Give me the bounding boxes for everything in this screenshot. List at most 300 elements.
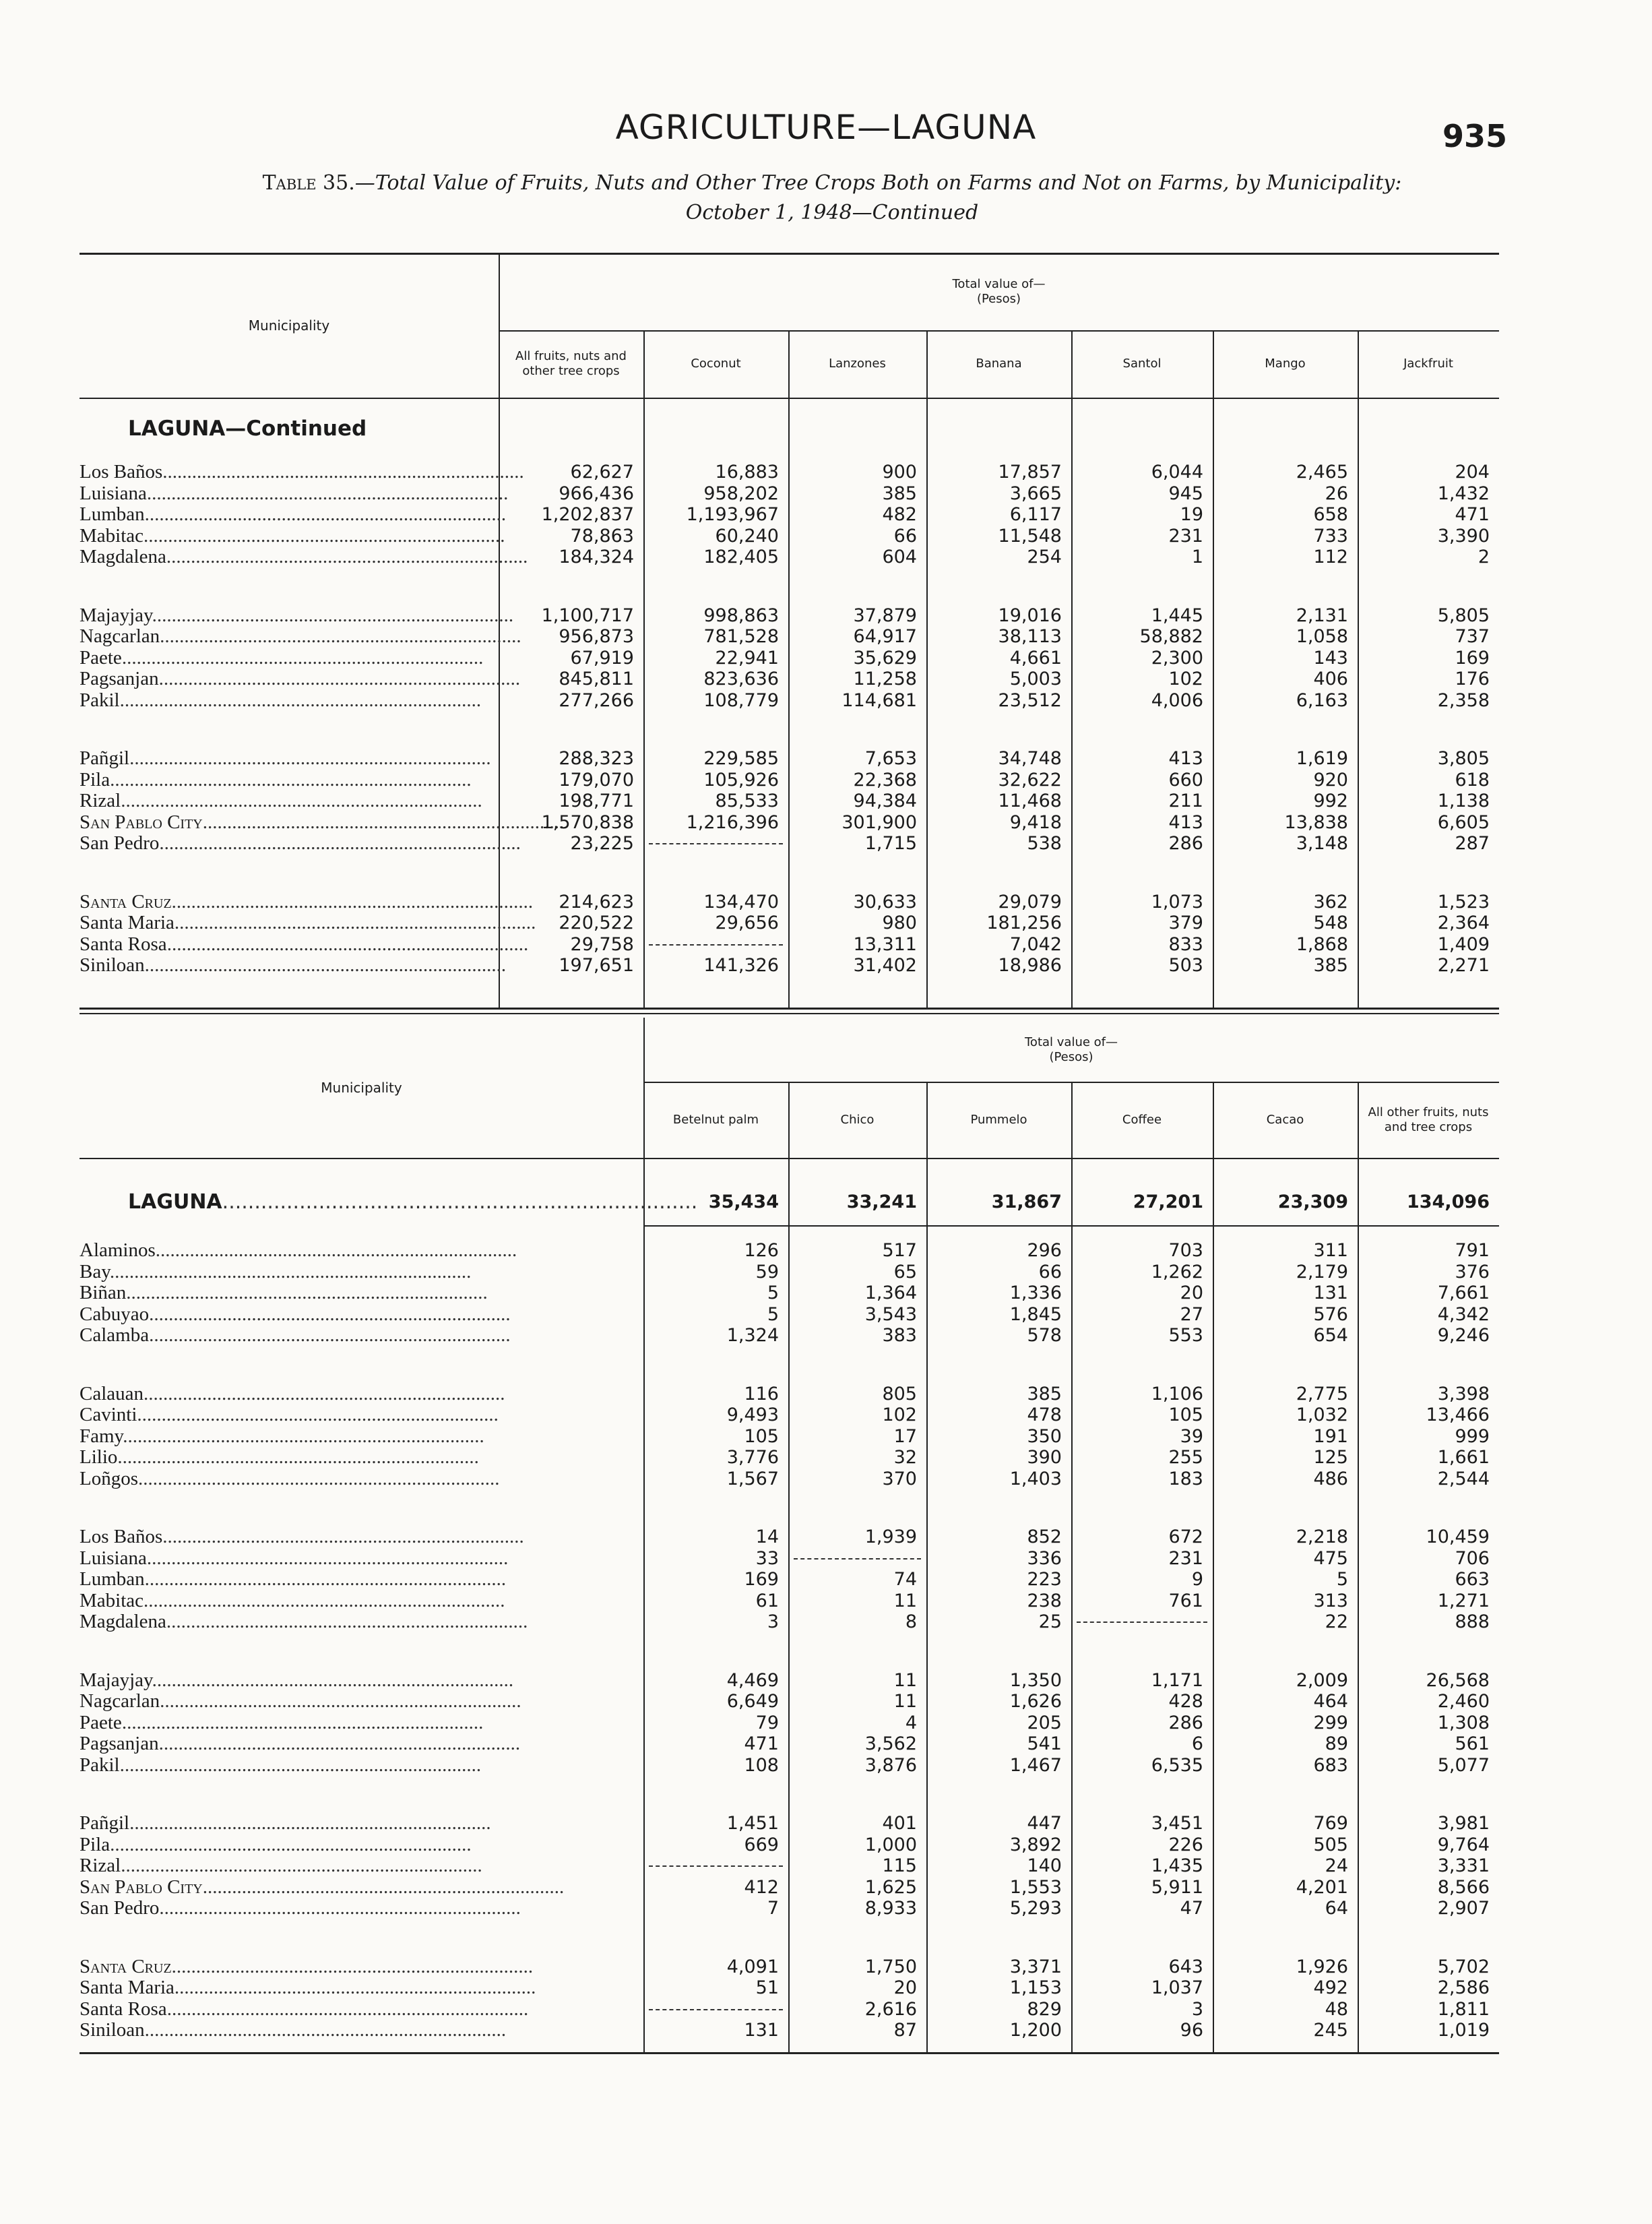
value-cell: 18,986 — [998, 955, 1062, 976]
value-cell: 66 — [1038, 1261, 1062, 1283]
leader-dots: .......................................................................... — [119, 1754, 482, 1776]
value-cell: 59 — [755, 1261, 779, 1283]
municipality-label: Santa Maria — [80, 1977, 174, 1998]
value-cell: 27 — [1180, 1303, 1203, 1325]
value-cell: 1,661 — [1437, 1447, 1490, 1468]
value-cell: 966,436 — [559, 483, 634, 504]
value-cell: 999 — [1455, 1425, 1490, 1447]
value-cell: 6,649 — [726, 1691, 779, 1712]
value-cell: 5,702 — [1437, 1956, 1490, 1977]
table-row — [0, 504, 1652, 525]
table-row — [0, 892, 1652, 913]
table-row — [0, 1977, 1652, 1998]
value-cell: 287 — [1455, 833, 1490, 854]
value-cell: 412 — [744, 1876, 779, 1898]
value-cell: 96 — [1180, 2020, 1203, 2041]
value-cell: 37,879 — [853, 605, 917, 626]
municipality-name — [80, 1712, 638, 1733]
municipality-label: Santa Rosa — [80, 1998, 167, 2020]
value-cell: 105 — [1168, 1404, 1203, 1425]
leader-dots: .......................................................................... — [146, 1547, 509, 1569]
value-cell: 852 — [1027, 1526, 1062, 1547]
value-cell: 482 — [882, 504, 917, 525]
municipality-name — [80, 1956, 638, 1977]
value-cell: 1,100,717 — [541, 605, 634, 626]
municipality-label: Mabitac — [80, 524, 144, 547]
table-row — [0, 1999, 1652, 2020]
value-cell: 11,548 — [998, 525, 1062, 547]
value-cell: 1,000 — [864, 1834, 917, 1855]
value-cell: 1,467 — [1009, 1754, 1062, 1776]
table-row — [0, 1469, 1652, 1489]
value-cell: 618 — [1455, 769, 1490, 791]
value-cell: 6 — [1191, 1733, 1203, 1754]
municipality-label: Luisiana — [80, 482, 147, 504]
value-cell: 277,266 — [559, 689, 634, 711]
table2-stub-head: Municipality — [321, 1080, 402, 1096]
value-cell: 35,629 — [853, 647, 917, 669]
value-cell: 205 — [1027, 1712, 1062, 1733]
value-cell: 78,863 — [570, 525, 634, 547]
value-cell: 505 — [1313, 1834, 1348, 1855]
table-row — [0, 1426, 1652, 1447]
value-cell: 1,868 — [1296, 933, 1348, 955]
value-cell: 5,077 — [1437, 1754, 1490, 1776]
value-cell: 920 — [1313, 769, 1348, 791]
value-cell: 9 — [1191, 1569, 1203, 1590]
value-cell: 30,633 — [853, 891, 917, 913]
municipality-label: Nagcarlan — [80, 1690, 160, 1712]
value-cell: 471 — [744, 1733, 779, 1754]
table-total-row — [0, 1192, 1652, 1212]
value-cell: 1,058 — [1296, 626, 1348, 647]
leader-dots: .......................................................................... — [166, 933, 529, 955]
value-cell: 1,032 — [1296, 1404, 1348, 1425]
value-cell: 1,262 — [1151, 1261, 1203, 1283]
table-row — [0, 1877, 1652, 1898]
leader-dots: .......................................................................... — [144, 1568, 507, 1590]
value-cell: 660 — [1168, 769, 1203, 791]
value-cell: 11 — [893, 1669, 917, 1691]
value-cell: 66 — [893, 525, 917, 547]
value-cell: 1,750 — [864, 1956, 917, 1977]
value-cell: 1,037 — [1151, 1977, 1203, 1998]
value-cell: 385 — [882, 483, 917, 504]
value-cell: 486 — [1313, 1468, 1348, 1489]
leader-dots: .......................................................................... — [171, 890, 534, 913]
value-cell: 20 — [893, 1977, 917, 1998]
value-cell: 791 — [1455, 1240, 1490, 1261]
table-row — [0, 626, 1652, 647]
value-cell: 2,364 — [1437, 913, 1490, 933]
leader-dots: .......................................................................... — [174, 912, 536, 933]
municipality-name — [80, 811, 565, 833]
municipality-label: Majayjay — [80, 1669, 152, 1691]
value-cell: 1,138 — [1437, 791, 1490, 811]
municipality-name — [80, 1611, 638, 1632]
value-cell: 604 — [882, 547, 917, 567]
value-cell: 578 — [1027, 1325, 1062, 1346]
municipality-label: Famy — [80, 1425, 123, 1447]
value-cell: 8,933 — [864, 1898, 917, 1919]
value-cell: 2,009 — [1296, 1669, 1348, 1691]
table2-spanner-unit: (Pesos) — [1049, 1049, 1093, 1064]
value-cell: 214,623 — [559, 891, 634, 913]
table2-spanner — [643, 1018, 1499, 1082]
value-cell: 1,570,838 — [541, 811, 634, 833]
value-cell: 492 — [1313, 1977, 1348, 1998]
value-cell: 553 — [1168, 1325, 1203, 1346]
value-cell: 20 — [1180, 1283, 1203, 1303]
value-cell: 231 — [1168, 525, 1203, 547]
municipality-label: Loñgos — [80, 1467, 138, 1489]
value-cell: 737 — [1455, 626, 1490, 647]
municipality-name — [80, 791, 493, 811]
value-cell: 385 — [1027, 1383, 1062, 1404]
page-number: 935 — [1442, 118, 1507, 154]
value-cell: 9,764 — [1437, 1834, 1490, 1855]
value-cell: 126 — [744, 1240, 779, 1261]
table-row — [0, 1590, 1652, 1611]
leader-dots: .......................................................................... — [121, 646, 484, 669]
municipality-label: San Pablo City — [80, 811, 203, 833]
value-cell: 29,656 — [715, 913, 779, 933]
value-cell: 296 — [1027, 1240, 1062, 1261]
value-cell: 1,019 — [1437, 2020, 1490, 2041]
value-cell: 478 — [1027, 1404, 1062, 1425]
municipality-name — [80, 2020, 638, 2041]
table-row — [0, 1283, 1652, 1303]
value-cell: 311 — [1313, 1240, 1348, 1261]
value-cell: 385 — [1313, 955, 1348, 976]
value-cell: 548 — [1313, 913, 1348, 933]
value-cell: 108 — [744, 1754, 779, 1776]
municipality-name — [80, 1670, 638, 1691]
table-row — [0, 1384, 1652, 1404]
value-cell: 39 — [1180, 1425, 1203, 1447]
value-cell: 33 — [755, 1547, 779, 1569]
leader-dots: .......................................................................... — [121, 1855, 482, 1876]
value-cell: 1,171 — [1151, 1669, 1203, 1691]
value-cell: 2,300 — [1151, 647, 1203, 669]
value-cell: 3,148 — [1296, 833, 1348, 854]
value-cell: 85,533 — [715, 791, 779, 811]
municipality-label: Luisiana — [80, 1547, 147, 1569]
value-cell: 6,163 — [1296, 689, 1348, 711]
value-cell: 1,626 — [1009, 1691, 1062, 1712]
value-cell: 1,153 — [1009, 1977, 1062, 1998]
leader-dots: .......................................................................... — [126, 1282, 488, 1303]
municipality-label: San Pedro — [80, 1897, 160, 1919]
table-row — [0, 1670, 1652, 1691]
table-row — [0, 690, 1652, 711]
value-cell: 1,073 — [1151, 891, 1203, 913]
value-cell: 428 — [1168, 1691, 1203, 1712]
value-cell: 845,811 — [559, 669, 634, 689]
value-cell: 22,368 — [853, 769, 917, 791]
value-cell: 2,544 — [1437, 1468, 1490, 1489]
value-cell: 541 — [1027, 1733, 1062, 1754]
leader-dots: .......................................................................... — [129, 1812, 491, 1834]
value-cell: 1,619 — [1296, 748, 1348, 769]
leader-dots: .......................................................................... — [117, 1446, 479, 1468]
value-cell: 22,941 — [715, 647, 779, 669]
value-cell: 1,202,837 — [541, 504, 634, 525]
leader-dots: .......................................................................... — [166, 1998, 529, 2020]
value-cell: 401 — [882, 1813, 917, 1834]
value-cell: 1,435 — [1151, 1855, 1203, 1876]
table-row — [0, 1733, 1652, 1754]
municipality-label: Calauan — [80, 1382, 144, 1404]
value-cell: 11 — [893, 1590, 917, 1611]
value-cell: 769 — [1313, 1813, 1348, 1834]
leader-dots: .......................................................................... — [159, 832, 521, 854]
leader-dots: .......................................................................... — [121, 790, 482, 811]
value-cell: 1,193,967 — [686, 504, 779, 525]
leader-dots: .......................................................................... — [121, 1711, 484, 1733]
municipality-name — [80, 461, 524, 483]
municipality-name — [80, 1691, 638, 1712]
municipality-name — [80, 482, 509, 504]
value-cell: 9,493 — [726, 1404, 779, 1425]
value-cell: 992 — [1313, 791, 1348, 811]
value-cell: 35,434 — [708, 1192, 779, 1212]
table-row — [0, 1447, 1652, 1468]
value-cell: 231 — [1168, 1547, 1203, 1569]
value-cell: 5,293 — [1009, 1898, 1062, 1919]
running-head: AGRICULTURE—LAGUNA — [615, 108, 1037, 147]
value-cell: 181,256 — [986, 913, 1062, 933]
table2-column-header: Pummelo — [970, 1112, 1027, 1127]
municipality-name — [80, 1813, 638, 1834]
value-cell: 706 — [1455, 1547, 1490, 1569]
leader-dots: .......................................................................... — [222, 1190, 698, 1214]
municipality-name — [80, 1404, 638, 1425]
value-cell: 32,622 — [998, 769, 1062, 791]
value-cell: 13,838 — [1284, 811, 1348, 833]
value-cell: 1,926 — [1296, 1956, 1348, 1977]
table1-column-header: Lanzones — [829, 357, 886, 371]
value-cell: 464 — [1313, 1691, 1348, 1712]
municipality-label: Siniloan — [80, 954, 145, 976]
table-caption — [108, 168, 1556, 228]
value-cell: 23,225 — [570, 833, 634, 854]
table1-column-header: Jackfruit — [1403, 357, 1453, 371]
value-cell: 33,241 — [846, 1192, 917, 1212]
value-cell: 1,845 — [1009, 1303, 1062, 1325]
value-cell: 1,271 — [1437, 1590, 1490, 1611]
value-cell: 169 — [744, 1569, 779, 1590]
value-cell: 169 — [1455, 647, 1490, 669]
value-cell: 3,451 — [1151, 1813, 1203, 1834]
municipality-label: Pañgil — [80, 1812, 130, 1834]
value-cell: 11,468 — [998, 791, 1062, 811]
leader-dots: .......................................................................... — [158, 668, 521, 689]
value-cell: 116 — [744, 1383, 779, 1404]
table2-total-rule — [643, 1225, 1499, 1227]
value-cell: 191 — [1313, 1425, 1348, 1447]
value-cell: 4 — [905, 1712, 917, 1733]
value-cell: 3,876 — [864, 1754, 917, 1776]
value-cell: 6,605 — [1437, 811, 1490, 833]
value-cell: 108,779 — [703, 689, 779, 711]
value-cell: 17 — [893, 1425, 917, 1447]
caption-label: Table 35. — [262, 171, 355, 195]
table-row — [0, 605, 1652, 626]
municipality-label: Nagcarlan — [80, 625, 160, 647]
value-cell: 5 — [767, 1283, 779, 1303]
table1-column-header: All fruits, nuts and other tree crops — [515, 349, 627, 378]
leader-dots: .......................................................................... — [171, 1955, 534, 1977]
value-cell: 888 — [1455, 1611, 1490, 1632]
value-cell: 2,465 — [1296, 462, 1348, 483]
municipality-name — [128, 1190, 698, 1214]
value-cell: 829 — [1027, 1998, 1062, 2020]
value-cell: 6,117 — [1009, 504, 1062, 525]
municipality-name — [80, 524, 505, 547]
leader-dots: .......................................................................... — [129, 747, 491, 769]
value-cell: 5 — [1336, 1569, 1348, 1590]
value-cell: 2,179 — [1296, 1261, 1348, 1283]
value-cell: 61 — [755, 1590, 779, 1611]
value-cell: 3,390 — [1437, 525, 1490, 547]
table-row — [0, 748, 1652, 769]
leader-dots: .......................................................................... — [158, 1733, 521, 1754]
leader-dots: .......................................................................... — [149, 1303, 511, 1325]
table-row — [0, 1548, 1652, 1569]
table-row — [0, 955, 1652, 976]
value-cell: 16,883 — [715, 462, 779, 483]
value-cell: 5,911 — [1151, 1876, 1203, 1898]
value-cell: 211 — [1168, 791, 1203, 811]
value-cell: 7,661 — [1437, 1283, 1490, 1303]
value-cell: 336 — [1027, 1547, 1062, 1569]
value-cell: 62,627 — [570, 462, 634, 483]
table2-column-header: All other fruits, nuts and tree crops — [1368, 1105, 1489, 1134]
table1-section-label: LAGUNA—Continued — [128, 416, 367, 441]
table-row — [0, 2020, 1652, 2041]
value-cell: 413 — [1168, 811, 1203, 833]
leader-dots: .......................................................................... — [144, 1382, 505, 1404]
leader-dots: .......................................................................... — [159, 1897, 521, 1919]
value-cell: 48 — [1325, 1998, 1348, 2020]
value-cell: 1,432 — [1437, 483, 1490, 504]
value-cell: 176 — [1455, 669, 1490, 689]
value-cell: 3,331 — [1437, 1855, 1490, 1876]
value-cell: 3,543 — [864, 1303, 917, 1325]
leader-dots: .......................................................................... — [174, 1977, 536, 1998]
value-cell: 31,867 — [991, 1192, 1062, 1212]
value-cell: 254 — [1027, 547, 1062, 567]
value-cell: 362 — [1313, 891, 1348, 913]
table-row — [0, 1240, 1652, 1261]
municipality-name — [80, 933, 529, 955]
value-cell: 2,358 — [1437, 689, 1490, 711]
table-row — [0, 1855, 1652, 1876]
municipality-name — [80, 890, 534, 913]
value-cell: 2,271 — [1437, 955, 1490, 976]
value-cell: 198,771 — [559, 791, 634, 811]
table-row — [0, 934, 1652, 955]
value-cell: 38,113 — [998, 626, 1062, 647]
value-cell: 19 — [1180, 504, 1203, 525]
value-cell: 1,625 — [864, 1876, 917, 1898]
value-cell: 3,562 — [864, 1733, 917, 1754]
table-row — [0, 1834, 1652, 1855]
value-cell: 1,409 — [1437, 933, 1490, 955]
caption-title-line1: —Total Value of Fruits, Nuts and Other Tree Crops Both on Farms and Not on Farms, by Municipality: — [354, 171, 1402, 195]
municipality-name — [80, 1548, 638, 1569]
table-row — [0, 833, 1652, 854]
municipality-label: Calamba — [80, 1324, 150, 1346]
value-cell: 17,857 — [998, 462, 1062, 483]
value-cell: 7,042 — [1009, 933, 1062, 955]
value-cell: 223 — [1027, 1569, 1062, 1590]
value-cell: 1,324 — [726, 1325, 779, 1346]
value-cell: 105 — [744, 1425, 779, 1447]
municipality-label: Pañgil — [80, 747, 130, 769]
leader-dots: .......................................................................... — [166, 546, 528, 567]
municipality-label: Los Baños — [80, 1526, 163, 1547]
value-cell: 5,805 — [1437, 605, 1490, 626]
value-cell: 672 — [1168, 1526, 1203, 1547]
table1-bottom-rule-double — [80, 1013, 1499, 1014]
leader-dots: .......................................................................... — [162, 1526, 524, 1547]
leader-dots: .......................................................................... — [155, 1239, 517, 1261]
value-cell: 390 — [1027, 1447, 1062, 1468]
municipality-label: Magdalena — [80, 546, 166, 567]
value-cell: 13,466 — [1426, 1404, 1490, 1425]
value-cell: 182,405 — [703, 547, 779, 567]
value-cell: 11,258 — [853, 669, 917, 689]
leader-dots: .......................................................................... — [110, 768, 472, 791]
value-cell: 220,522 — [559, 913, 634, 933]
municipality-name — [80, 1325, 638, 1346]
value-cell: 19,016 — [998, 605, 1062, 626]
municipality-label: Los Baños — [80, 461, 163, 483]
leader-dots: .......................................................................... — [119, 689, 482, 711]
value-cell: 3,371 — [1009, 1956, 1062, 1977]
value-cell: 1,553 — [1009, 1876, 1062, 1898]
municipality-label: Biñan — [80, 1282, 127, 1303]
value-cell: 4,201 — [1296, 1876, 1348, 1898]
value-cell: 669 — [744, 1834, 779, 1855]
table-row — [0, 1526, 1652, 1547]
municipality-label: Santa Cruz — [80, 1955, 172, 1977]
value-cell: 184,324 — [559, 547, 634, 567]
municipality-name — [80, 1526, 638, 1547]
value-cell: 197,651 — [559, 955, 634, 976]
value-cell: 1,567 — [726, 1468, 779, 1489]
value-cell: 4,661 — [1009, 647, 1062, 669]
value-cell: 29,758 — [570, 933, 634, 955]
value-cell: 1,106 — [1151, 1383, 1203, 1404]
table1-spanner-label: Total value of— — [952, 276, 1046, 291]
value-cell: 204 — [1455, 462, 1490, 483]
value-cell: 4,342 — [1437, 1303, 1490, 1325]
leader-dots: .......................................................................... — [160, 625, 521, 647]
value-cell: 658 — [1313, 504, 1348, 525]
value-cell: 105,926 — [703, 769, 779, 791]
municipality-name — [80, 1384, 638, 1404]
table-row — [0, 791, 1652, 811]
value-cell: 102 — [1168, 669, 1203, 689]
municipality-name — [80, 770, 493, 791]
empty-value-dash — [649, 1865, 783, 1867]
value-cell: 1,216,396 — [686, 811, 779, 833]
municipality-name — [80, 954, 507, 976]
value-cell: 299 — [1313, 1712, 1348, 1733]
